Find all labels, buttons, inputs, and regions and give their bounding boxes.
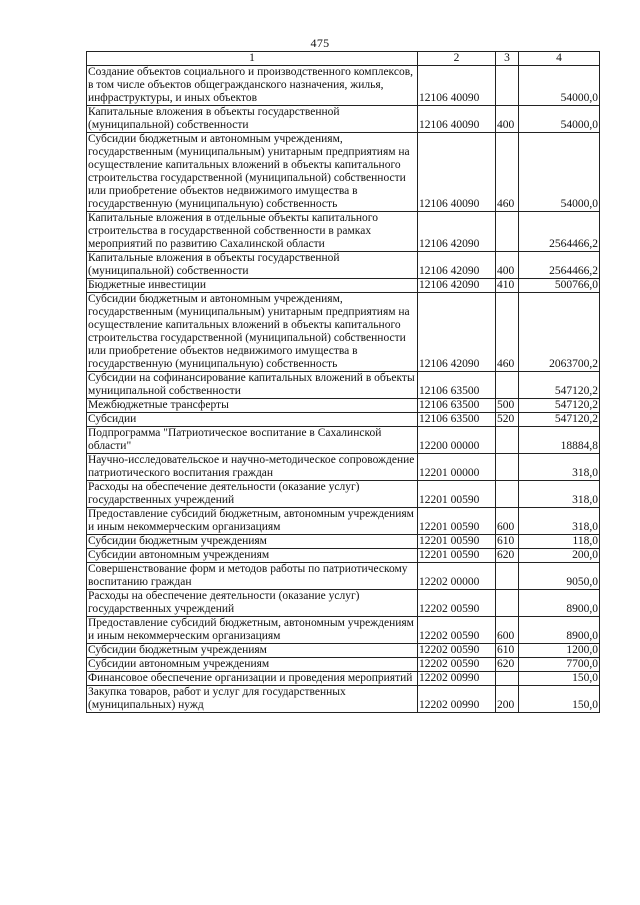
row-amount: 8900,0 bbox=[519, 617, 600, 644]
row-name: Совершенствование форм и методов работы по патриотическому воспитанию граждан bbox=[87, 563, 418, 590]
row-type bbox=[496, 427, 519, 454]
row-amount: 150,0 bbox=[519, 672, 600, 686]
row-code: 12200 00000 bbox=[418, 427, 496, 454]
row-type: 620 bbox=[496, 658, 519, 672]
page-number: 475 bbox=[310, 36, 330, 50]
table-row bbox=[87, 372, 600, 399]
row-amount: 2063700,2 bbox=[519, 293, 600, 372]
row-amount: 318,0 bbox=[519, 481, 600, 508]
row-amount: 500766,0 bbox=[519, 279, 600, 293]
row-code: 12202 00590 bbox=[418, 617, 496, 644]
row-amount: 7700,0 bbox=[519, 658, 600, 672]
table-row bbox=[87, 212, 600, 252]
row-name: Капитальные вложения в объекты государственной (муниципальной) собственности bbox=[87, 252, 418, 279]
row-code: 12201 00000 bbox=[418, 454, 496, 481]
row-name: Капитальные вложения в объекты государственной (муниципальной) собственности bbox=[87, 106, 418, 133]
row-code: 12202 00990 bbox=[418, 686, 496, 713]
row-amount: 200,0 bbox=[519, 549, 600, 563]
header-col-3: 3 bbox=[496, 52, 519, 66]
table-row bbox=[87, 644, 600, 658]
table-row bbox=[87, 293, 600, 372]
row-name: Финансовое обеспечение организации и проведения мероприятий bbox=[87, 672, 418, 686]
row-amount: 8900,0 bbox=[519, 590, 600, 617]
row-name: Субсидии бюджетным учреждениям bbox=[87, 535, 418, 549]
table-row bbox=[87, 617, 600, 644]
row-name: Закупка товаров, работ и услуг для государственных (муниципальных) нужд bbox=[87, 686, 418, 713]
row-name: Подпрограмма "Патриотическое воспитание в Сахалинской области" bbox=[87, 427, 418, 454]
table-row bbox=[87, 279, 600, 293]
header-col-1: 1 bbox=[87, 52, 418, 66]
row-name: Субсидии автономным учреждениям bbox=[87, 658, 418, 672]
row-code: 12106 42090 bbox=[418, 212, 496, 252]
row-amount: 2564466,2 bbox=[519, 252, 600, 279]
row-name: Субсидии бюджетным учреждениям bbox=[87, 644, 418, 658]
row-type bbox=[496, 66, 519, 106]
row-name: Предоставление субсидий бюджетным, автономным учреждениям и иным некоммерческим организациям bbox=[87, 508, 418, 535]
row-amount: 54000,0 bbox=[519, 66, 600, 106]
table-row bbox=[87, 106, 600, 133]
row-code: 12106 40090 bbox=[418, 66, 496, 106]
row-amount: 547120,2 bbox=[519, 399, 600, 413]
row-code: 12106 42090 bbox=[418, 252, 496, 279]
row-type bbox=[496, 672, 519, 686]
row-type bbox=[496, 372, 519, 399]
table-row bbox=[87, 590, 600, 617]
row-name: Бюджетные инвестиции bbox=[87, 279, 418, 293]
table-row bbox=[87, 133, 600, 212]
row-code: 12106 63500 bbox=[418, 413, 496, 427]
table-row bbox=[87, 252, 600, 279]
row-code: 12202 00990 bbox=[418, 672, 496, 686]
table-body bbox=[87, 66, 600, 713]
row-code: 12202 00590 bbox=[418, 644, 496, 658]
table-row bbox=[87, 66, 600, 106]
row-code: 12106 40090 bbox=[418, 106, 496, 133]
row-code: 12202 00000 bbox=[418, 563, 496, 590]
row-code: 12202 00590 bbox=[418, 590, 496, 617]
header-col-4: 4 bbox=[519, 52, 600, 66]
row-code: 12106 40090 bbox=[418, 133, 496, 212]
row-type: 620 bbox=[496, 549, 519, 563]
row-code: 12201 00590 bbox=[418, 481, 496, 508]
row-type bbox=[496, 212, 519, 252]
row-amount: 118,0 bbox=[519, 535, 600, 549]
row-name: Создание объектов социального и производственного комплексов, в том числе объектов общегражданского назначения, жилья, инфраструктуры, и иных объектов bbox=[87, 66, 418, 106]
row-amount: 547120,2 bbox=[519, 372, 600, 399]
row-type: 400 bbox=[496, 106, 519, 133]
row-name: Субсидии бюджетным и автономным учреждениям, государственным (муниципальным) унитарным предприятиям на осуществление капитальных вложений в объекты капитального строительства государственной (муниципальной) собственности или приобретение объектов недвижимого имущества в государственную (муниципальную) собственность bbox=[87, 293, 418, 372]
row-type: 600 bbox=[496, 617, 519, 644]
row-type: 520 bbox=[496, 413, 519, 427]
row-amount: 54000,0 bbox=[519, 133, 600, 212]
row-name: Капитальные вложения в отдельные объекты капитального строительства в государственной собственности в рамках мероприятий по развитию Сахалинской области bbox=[87, 212, 418, 252]
row-amount: 9050,0 bbox=[519, 563, 600, 590]
table-row bbox=[87, 563, 600, 590]
table-row bbox=[87, 535, 600, 549]
row-code: 12201 00590 bbox=[418, 508, 496, 535]
row-name: Предоставление субсидий бюджетным, автономным учреждениям и иным некоммерческим организациям bbox=[87, 617, 418, 644]
row-name: Субсидии на софинансирование капитальных вложений в объекты муниципальной собственности bbox=[87, 372, 418, 399]
table-row bbox=[87, 686, 600, 713]
row-name: Субсидии бюджетным и автономным учреждениям, государственным (муниципальным) унитарным предприятиям на осуществление капитальных вложений в объекты капитального строительства государственной (муниципальной) собственности или приобретение объектов недвижимого имущества в государственную (муниципальную) собственность bbox=[87, 133, 418, 212]
row-code: 12201 00590 bbox=[418, 535, 496, 549]
row-amount: 1200,0 bbox=[519, 644, 600, 658]
table-row bbox=[87, 413, 600, 427]
row-amount: 18884,8 bbox=[519, 427, 600, 454]
row-code: 12106 63500 bbox=[418, 372, 496, 399]
row-amount: 318,0 bbox=[519, 508, 600, 535]
row-amount: 547120,2 bbox=[519, 413, 600, 427]
row-code: 12202 00590 bbox=[418, 658, 496, 672]
row-amount: 150,0 bbox=[519, 686, 600, 713]
table-row bbox=[87, 672, 600, 686]
table-row bbox=[87, 427, 600, 454]
row-type: 610 bbox=[496, 644, 519, 658]
table-row bbox=[87, 549, 600, 563]
row-type: 200 bbox=[496, 686, 519, 713]
row-type bbox=[496, 481, 519, 508]
table-row bbox=[87, 508, 600, 535]
row-code: 12106 42090 bbox=[418, 293, 496, 372]
row-name: Расходы на обеспечение деятельности (оказание услуг) государственных учреждений bbox=[87, 590, 418, 617]
row-code: 12201 00590 bbox=[418, 549, 496, 563]
row-name: Межбюджетные трансферты bbox=[87, 399, 418, 413]
table-row bbox=[87, 399, 600, 413]
row-type: 460 bbox=[496, 293, 519, 372]
budget-table bbox=[86, 51, 600, 713]
table-row bbox=[87, 481, 600, 508]
row-type bbox=[496, 590, 519, 617]
row-type bbox=[496, 454, 519, 481]
row-type bbox=[496, 563, 519, 590]
table-row bbox=[87, 658, 600, 672]
row-code: 12106 42090 bbox=[418, 279, 496, 293]
header-col-2: 2 bbox=[418, 52, 496, 66]
row-type: 460 bbox=[496, 133, 519, 212]
row-amount: 318,0 bbox=[519, 454, 600, 481]
row-name: Научно-исследовательское и научно-методическое сопровождение патриотического воспитания граждан bbox=[87, 454, 418, 481]
row-name: Субсидии bbox=[87, 413, 418, 427]
row-code: 12106 63500 bbox=[418, 399, 496, 413]
row-type: 500 bbox=[496, 399, 519, 413]
row-type: 410 bbox=[496, 279, 519, 293]
row-amount: 54000,0 bbox=[519, 106, 600, 133]
row-name: Субсидии автономным учреждениям bbox=[87, 549, 418, 563]
row-amount: 2564466,2 bbox=[519, 212, 600, 252]
row-type: 600 bbox=[496, 508, 519, 535]
header-row bbox=[87, 52, 600, 66]
row-type: 400 bbox=[496, 252, 519, 279]
table-row bbox=[87, 454, 600, 481]
row-type: 610 bbox=[496, 535, 519, 549]
row-name: Расходы на обеспечение деятельности (оказание услуг) государственных учреждений bbox=[87, 481, 418, 508]
